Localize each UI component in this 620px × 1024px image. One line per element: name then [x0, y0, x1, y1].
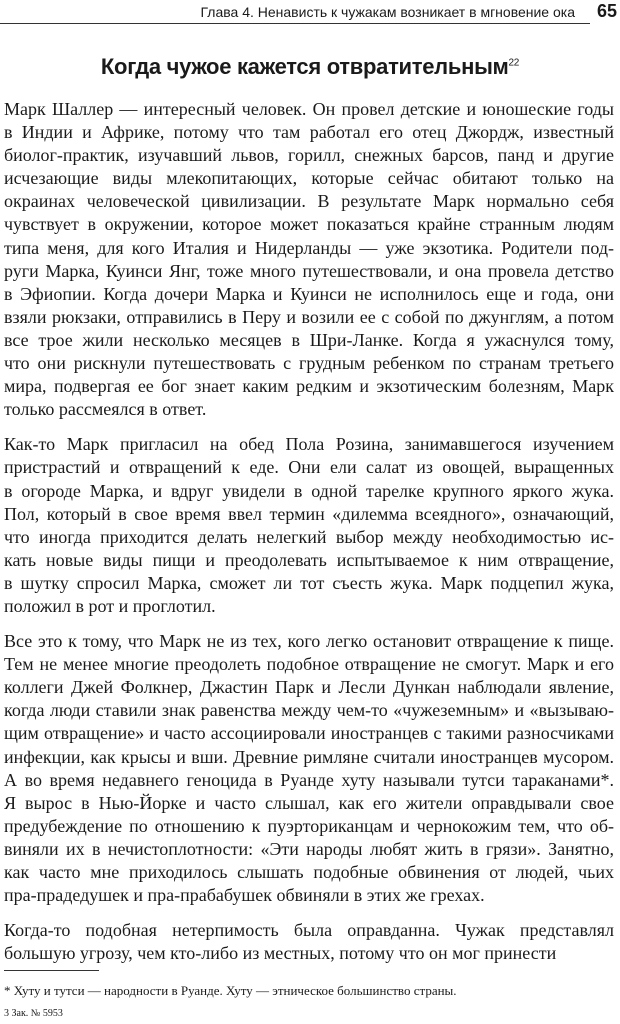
- text-line: А во время недавнего геноцида в Руанде хуту называли тутси тараканами*.: [4, 769, 614, 790]
- section-title-text: Когда чужое кажется отвратительным: [100, 54, 509, 79]
- text-line: Тем не менее многие преодолеть подобное отвращение не смогут. Марк и его: [4, 654, 614, 675]
- text-line: как часто мне приходилось слышать подобные обвинения от людей, чьих: [4, 862, 614, 882]
- text-line: в шутку спросил Марка, сможет ли тот съесть жука. Марк подцепил жука,: [4, 572, 614, 593]
- text-line: что иногда приходится делать нелегкий выбор между необходимостью ис-: [4, 526, 614, 547]
- paragraph: [4, 98, 614, 421]
- header-rule: [0, 23, 590, 24]
- text-line: когда люди ставили знак равенства между чем-то «чужеземным» и «вызываю-: [4, 700, 614, 721]
- text-line: кать новые виды пищи и преодолевать испытываемое к ним отвращение,: [4, 549, 614, 570]
- text-line: мира, подвергая ее бог знает каким редким и экзотическим болезням, Марк: [4, 376, 614, 397]
- text-line: все трое жили несколько месяцев в Шри-Ланке. Когда я ужаснулся тому,: [4, 329, 614, 350]
- text-line: что они рискнули путешествовать с грудным ребенком по странам третьего: [4, 353, 614, 374]
- text-line: большую угрозу, чем кто-либо из местных, потому что он мог принести: [4, 943, 557, 964]
- text-line: окраинах человеческой цивилизации. В результате Марк нормально себя: [4, 191, 614, 212]
- text-line: положил в рот и проглотил.: [4, 595, 216, 616]
- text-line: пра-прадедушек и пра-прабабушек обвиняли в этих же грехах.: [4, 885, 485, 906]
- text-line: в огороде Марка, и вдруг увидели в одной тарелке крупного яркого жука.: [4, 480, 614, 501]
- text-line: Когда-то подобная нетерпимость была оправданна. Чужак представлял: [4, 920, 614, 941]
- text-line: руги Марка, Куинси Янг, тоже много путешествовали, и она провела детство: [4, 260, 614, 281]
- text-line: исчезающие виды млекопитающих, которые сейчас обитают только на: [4, 168, 614, 189]
- text-line: типа меня, для кого Италия и Нидерланды — уже экзотика. Родители под-: [4, 237, 614, 258]
- body-text: [4, 98, 614, 977]
- printer-signature: 3 Зак. № 5953: [4, 1008, 63, 1019]
- page-header: [0, 0, 620, 30]
- footnote: * Хуту и тутси — народности в Руанде. Хуту — этническое большинство страны.: [4, 983, 457, 998]
- paragraph: [4, 433, 614, 618]
- text-line: инфекции, как крысы и вши. Древние римляне считали иностранцев мусором.: [4, 746, 614, 767]
- text-line: Как-то Марк пригласил на обед Пола Розина, занимавшегося изучением: [4, 434, 614, 455]
- text-line: виняли их в нечистоплотности: «Эти народы любят жить в грязи». Занятно,: [4, 838, 614, 859]
- text-line: Я вырос в Нью-Йорке и часто слышал, как его жители оправдывали свое: [4, 792, 614, 813]
- section-title: [0, 54, 620, 80]
- text-line: чувствует в окружении, которое может показаться крайне странным людям: [4, 214, 614, 235]
- text-line: Все это к тому, что Марк не из тех, кого легко остановит отвращение к пище.: [4, 631, 614, 652]
- text-line: Пол, который в свое время ввел термин «дилемма всеядного», означающий,: [4, 503, 614, 524]
- text-line: только рассмеялся в ответ.: [4, 399, 207, 420]
- running-head: Глава 4. Ненависть к чужакам возникает в мгновение ока: [200, 4, 575, 20]
- page-number: 65: [596, 1, 617, 21]
- note-reference: 22: [508, 57, 520, 69]
- text-line: щим отвращение» и часто ассоциировали иностранцев с такими разносчиками: [4, 723, 614, 744]
- paragraph: [4, 630, 614, 907]
- text-line: Марк Шаллер — интересный человек. Он провел детские и юношеские годы: [4, 99, 614, 119]
- text-line: пристрастий и отвращений к еде. Они ели салат из овощей, выращенных: [4, 457, 614, 478]
- text-line: коллеги Джей Фолкнер, Джастин Парк и Лесли Дункан наблюдали явление,: [4, 677, 614, 698]
- text-line: взяли рюкзаки, отправились в Перу и возили ее с собой по джунглям, а потом: [4, 306, 614, 327]
- text-line: биолог-практик, изучавший львов, горилл, снежных барсов, панд и другие: [4, 145, 614, 166]
- footnote-rule: [4, 970, 99, 971]
- text-line: в Эфиопии. Когда дочери Марка и Куинси не исполнилось еще и года, они: [4, 283, 614, 304]
- text-line: в Индии и Африке, потому что там работал его отец Джордж, известный: [4, 122, 614, 143]
- text-line: предубеждение по отношению к пуэрториканцам и чернокожим тем, что об-: [4, 815, 614, 836]
- paragraph: [4, 919, 614, 965]
